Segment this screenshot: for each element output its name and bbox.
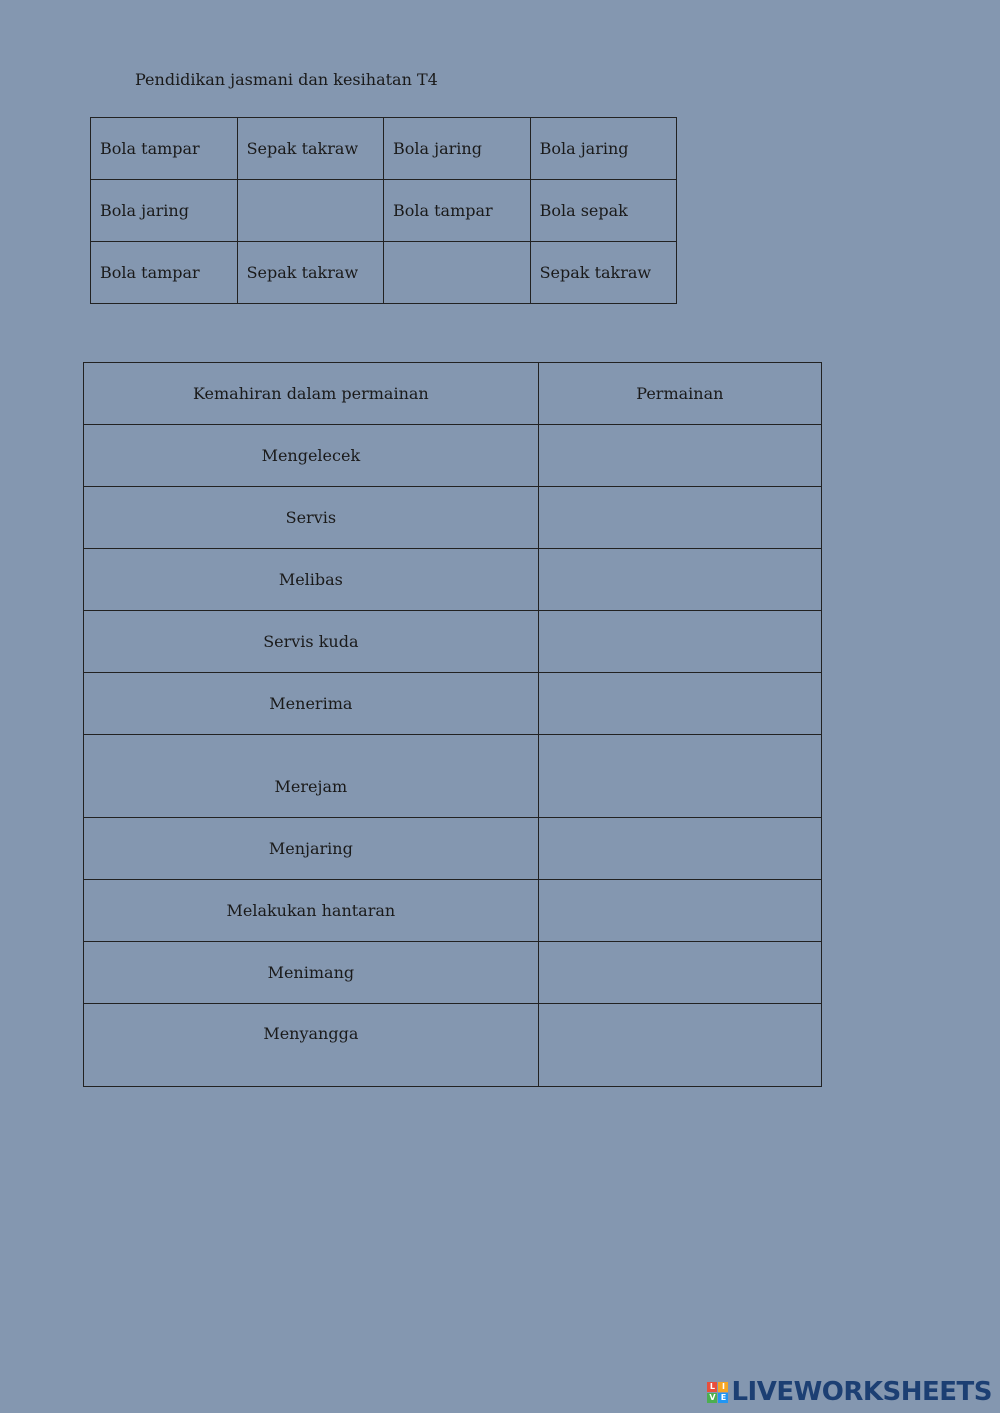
skill-cell: Servis <box>84 487 539 549</box>
game-answer-cell[interactable] <box>538 487 821 549</box>
word-bank-cell: Bola jaring <box>91 180 238 242</box>
game-answer-cell[interactable] <box>538 818 821 880</box>
page-title: Pendidikan jasmani dan kesihatan T4 <box>135 70 438 89</box>
word-bank-cell: Bola tampar <box>91 242 238 304</box>
game-answer-cell[interactable] <box>538 735 821 818</box>
skill-cell: Mengelecek <box>84 425 539 487</box>
brand-text: LIVEWORKSHEETS <box>731 1377 992 1407</box>
skill-cell: Merejam <box>84 735 539 818</box>
word-bank-cell: Bola sepak <box>530 180 676 242</box>
skills-row <box>84 611 822 673</box>
word-bank-cell: Bola tampar <box>91 118 238 180</box>
skill-cell: Menimang <box>84 942 539 1004</box>
game-answer-cell[interactable] <box>538 880 821 942</box>
word-bank-cell: Bola tampar <box>383 180 530 242</box>
word-bank-row <box>91 242 677 304</box>
game-answer-cell[interactable] <box>538 549 821 611</box>
skill-cell: Menjaring <box>84 818 539 880</box>
header-game: Permainan <box>538 363 821 425</box>
word-bank-cell: Sepak takraw <box>530 242 676 304</box>
logo-letter: E <box>718 1393 728 1403</box>
skills-row <box>84 425 822 487</box>
game-answer-cell[interactable] <box>538 673 821 735</box>
game-answer-cell[interactable] <box>538 425 821 487</box>
skills-table <box>83 362 822 1087</box>
skills-row <box>84 942 822 1004</box>
word-bank-cell: Sepak takraw <box>237 242 383 304</box>
header-skill: Kemahiran dalam permainan <box>84 363 539 425</box>
skills-row <box>84 673 822 735</box>
word-bank-cell: Bola jaring <box>383 118 530 180</box>
skills-row <box>84 735 822 818</box>
skill-cell: Servis kuda <box>84 611 539 673</box>
word-bank-table <box>90 117 677 304</box>
word-bank-cell <box>383 242 530 304</box>
skills-row <box>84 487 822 549</box>
liveworksheets-logo-icon <box>707 1382 728 1403</box>
logo-letter: I <box>718 1382 728 1392</box>
logo-letter: L <box>707 1382 717 1392</box>
game-answer-cell[interactable] <box>538 942 821 1004</box>
logo-letter: V <box>709 1392 716 1402</box>
skills-row <box>84 880 822 942</box>
skills-row <box>84 549 822 611</box>
skills-row <box>84 1004 822 1087</box>
skill-cell: Menyangga <box>84 1004 539 1087</box>
skills-header-row <box>84 363 822 425</box>
game-answer-cell[interactable] <box>538 1004 821 1087</box>
liveworksheets-brand[interactable] <box>707 1377 992 1407</box>
word-bank-cell: Sepak takraw <box>237 118 383 180</box>
word-bank-row <box>91 118 677 180</box>
word-bank-cell <box>237 180 383 242</box>
game-answer-cell[interactable] <box>538 611 821 673</box>
skills-row <box>84 818 822 880</box>
skill-cell: Melibas <box>84 549 539 611</box>
skill-cell: Menerima <box>84 673 539 735</box>
word-bank-cell: Bola jaring <box>530 118 676 180</box>
word-bank-row <box>91 180 677 242</box>
skill-cell: Melakukan hantaran <box>84 880 539 942</box>
